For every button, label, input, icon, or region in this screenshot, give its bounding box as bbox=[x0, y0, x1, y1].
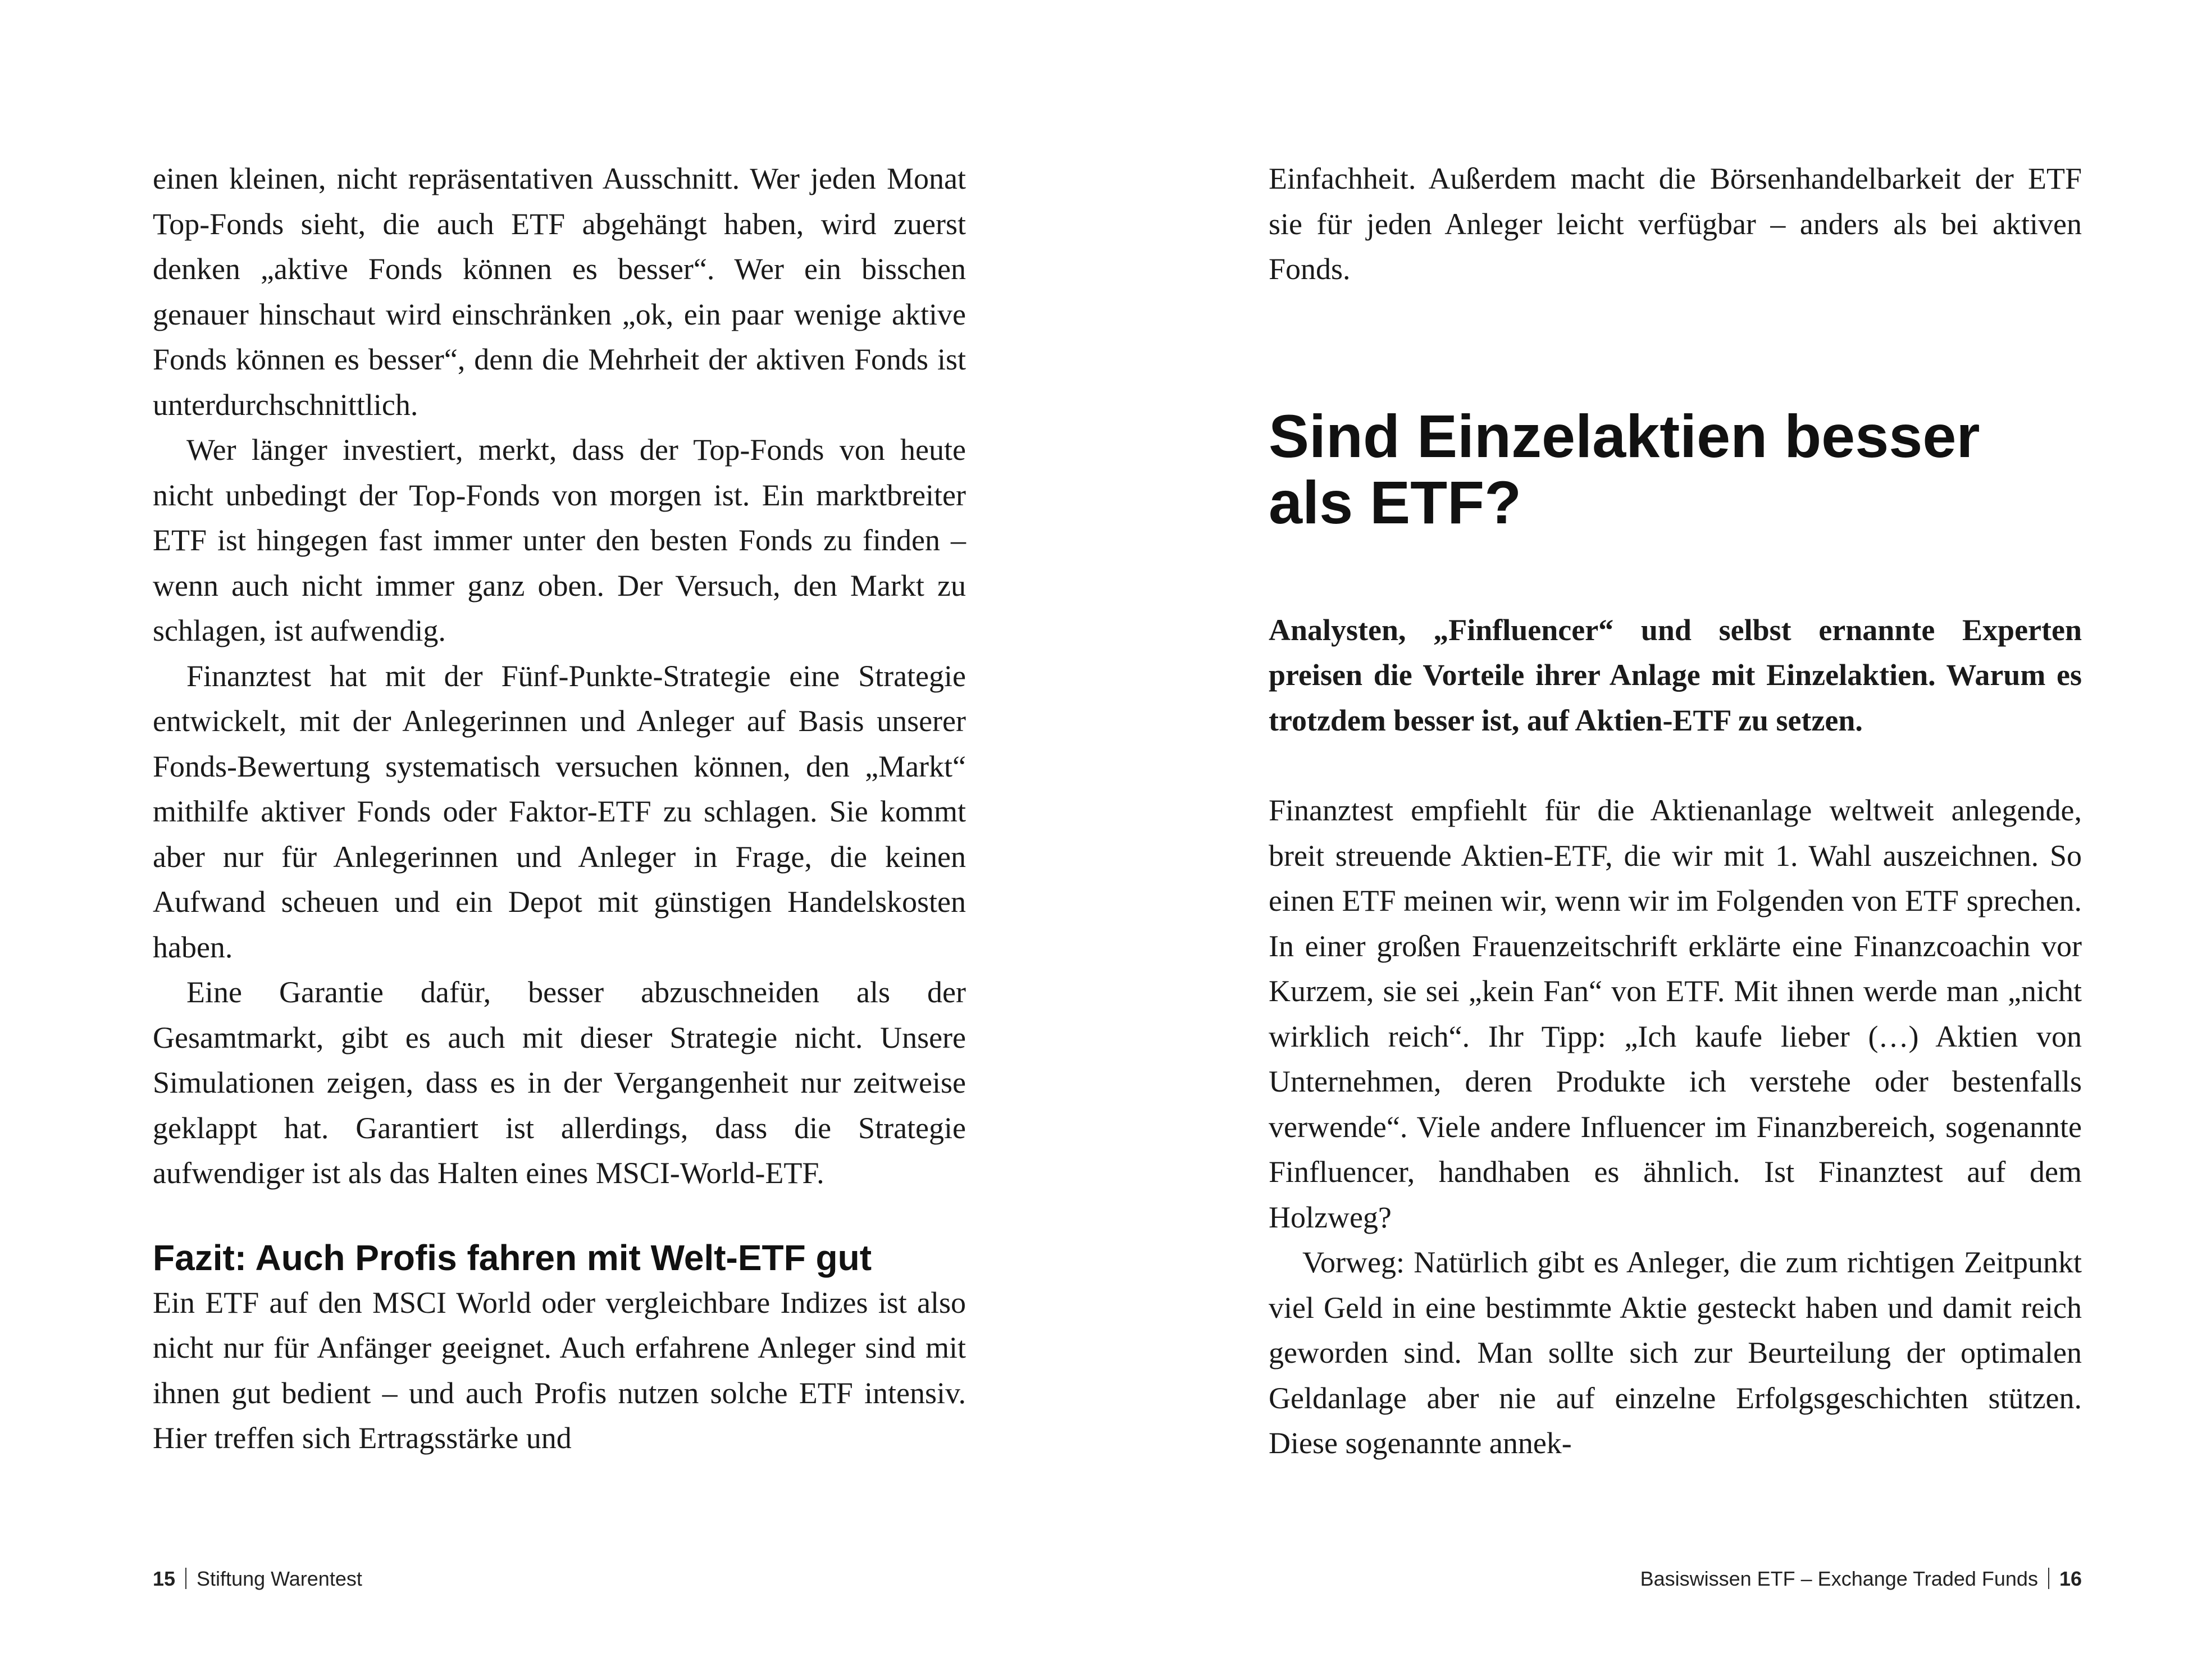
publisher-name: Stiftung Warentest bbox=[197, 1567, 362, 1590]
page-number: 15 bbox=[153, 1567, 176, 1590]
footer-divider bbox=[2048, 1568, 2049, 1589]
left-page bbox=[0, 0, 1105, 1680]
body-paragraph: Vorweg: Natürlich gibt es Anleger, die zum richtigen Zeitpunkt viel Geld in eine bestimmte Aktie gesteckt haben und damit reich geworden sind. Man sollte sich zur Beurteilung der optimalen Geldanlage aber nie auf einzelne Erfolgsgeschichten stützen. Diese sogenannte annek- bbox=[1269, 1245, 2082, 1460]
page-number: 16 bbox=[2059, 1567, 2082, 1590]
body-paragraph: Ein ETF auf den MSCI World oder vergleichbare Indizes ist also nicht nur für Anfänger geeignet. Auch erfahrene Anleger sind mit ihnen gut bedient – und auch Profis nutzen solche ETF intensiv. Hier treffen sich Ertragsstärke und bbox=[153, 1285, 966, 1455]
spacer bbox=[1269, 536, 2082, 608]
page-footer-left bbox=[153, 1567, 362, 1591]
lead-paragraph: Analysten, „Finfluencer“ und selbst ernannte Experten preisen die Vorteile ihrer Anlage mit Einzelaktien. Warum es trotzdem besser ist, auf Aktien-ETF zu setzen. bbox=[1269, 613, 2082, 737]
left-text-column bbox=[153, 156, 966, 1461]
spacer bbox=[1269, 743, 2082, 788]
body-paragraph: Finanztest hat mit der Fünf-Punkte-Strategie eine Strategie entwickelt, mit der Anlegerinnen und Anleger auf Basis unserer Fonds-Bewertung systematisch versuchen können, den „Markt“ mithilfe aktiver Fonds oder Faktor-ETF zu schlagen. Sie kommt aber nur für Anlegerinnen und Anleger in Frage, die keinen Aufwand scheuen und ein Depot mit günstigen Handelskosten haben. bbox=[153, 659, 966, 964]
right-text-column bbox=[1269, 156, 2082, 1466]
section-subheading: Fazit: Auch Profis fahren mit Welt-ETF gut bbox=[153, 1237, 872, 1278]
right-page bbox=[1106, 0, 2211, 1680]
book-title: Basiswissen ETF – Exchange Traded Funds bbox=[1640, 1567, 2038, 1590]
chapter-heading: Sind Einzelaktien besser als ETF? bbox=[1269, 401, 1980, 536]
body-paragraph: Finanztest empfiehlt für die Aktienanlage weltweit anlegende, breit streuende Aktien-ETF, die wir mit 1. Wahl auszeichnen. So einen ETF meinen wir, wenn wir im Folgenden von ETF sprechen. In einer großen Frauenzeitschrift erklärte eine Finanzcoachin vor Kurzem, sie sei „kein Fan“ von ETF. Mit ihnen werde man „nicht wirklich reich“. Ihr Tipp: „Ich kaufe lieber (…) Aktien von Unternehmen, deren Produkte ich verstehe oder bestenfalls verwende“. Viele andere Influencer im Finanzbereich, sogenannte Finfluencer, handhaben es ähnlich. Ist Finanztest auf dem Holzweg? bbox=[1269, 793, 2082, 1234]
body-paragraph: Einfachheit. Außerdem macht die Börsenhandelbarkeit der ETF sie für jeden Anleger leicht verfügbar – anders als bei aktiven Fonds. bbox=[1269, 162, 2082, 286]
body-paragraph: Wer länger investiert, merkt, dass der Top-Fonds von heute nicht unbedingt der Top-Fonds von morgen ist. Ein marktbreiter ETF ist hingegen fast immer unter den besten Fonds zu finden – wenn auch nicht immer ganz oben. Der Versuch, den Markt zu schlagen, ist aufwendig. bbox=[153, 433, 966, 647]
footer-divider bbox=[185, 1568, 186, 1589]
body-paragraph: Eine Garantie dafür, besser abzuschneiden als der Gesamtmarkt, gibt es auch mit dieser Strategie nicht. Unsere Simulationen zeigen, dass es in der Vergangenheit nur zeitweise geklappt hat. Garantiert ist allerdings, dass die Strategie aufwendiger ist als das Halten eines MSCI-World-ETF. bbox=[153, 975, 966, 1190]
spacer bbox=[153, 1196, 966, 1235]
page-footer-right bbox=[1640, 1567, 2082, 1591]
body-paragraph: einen kleinen, nicht repräsentativen Ausschnitt. Wer jeden Monat Top-Fonds sieht, die auch ETF abgehängt haben, wird zuerst denken „aktive Fonds können es besser“. Wer ein bisschen genauer hinschaut wird einschränken „ok, ein paar wenige aktive Fonds können es besser“, denn die Mehrheit der aktiven Fonds ist unterdurchschnittlich. bbox=[153, 162, 966, 422]
spacer bbox=[1269, 292, 2082, 403]
